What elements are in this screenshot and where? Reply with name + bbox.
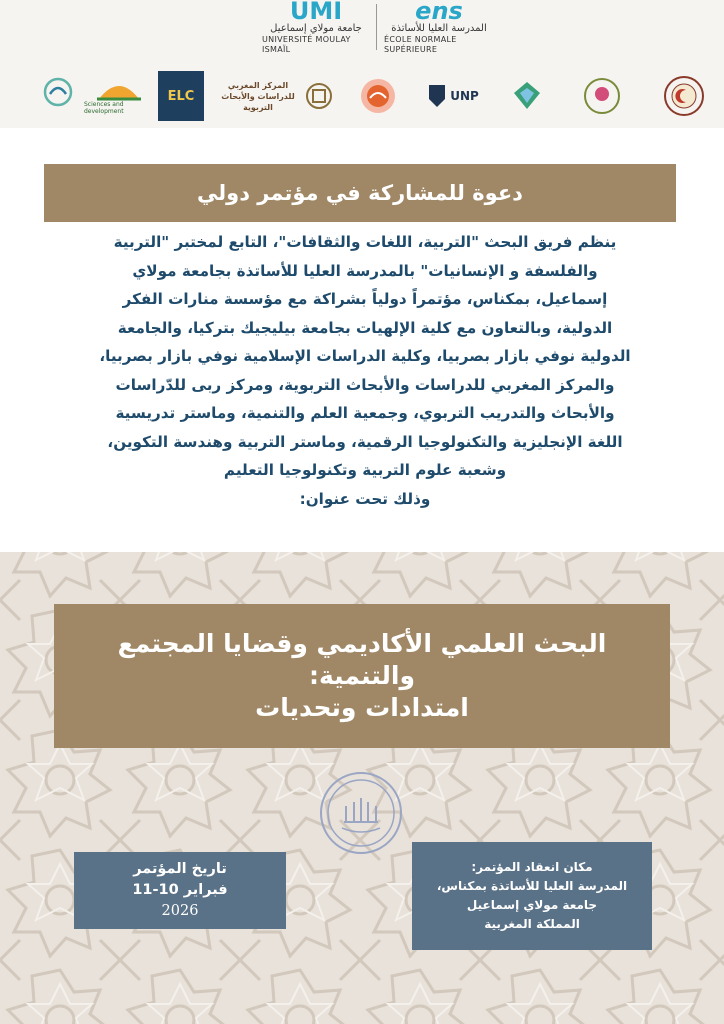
manarat-logo bbox=[354, 68, 402, 124]
sesr-logo bbox=[578, 68, 626, 124]
invitation-body bbox=[40, 228, 690, 513]
body-line: والفلسفة و الإنسانيات" بالمدرسة العليا للأساتذة بجامعة مولاي bbox=[132, 261, 598, 280]
body-line: إسماعيل، بمكناس، مؤتمراً دولياً بشراكة مع مؤسسة منارات الفكر bbox=[122, 290, 608, 308]
ens-mark: ens bbox=[415, 0, 463, 25]
partner-logos bbox=[10, 68, 714, 124]
body-line: وشعبة علوم التربية وتكنولوجيا التعليم bbox=[223, 461, 507, 479]
body-line: وذلك تحت عنوان: bbox=[299, 489, 431, 508]
body-line: والمركز المغربي للدراسات والأبحاث التربوية، ومركز ربى للدّراسات bbox=[115, 375, 615, 394]
conference-theme-box bbox=[54, 604, 670, 748]
ens-french-name: ÉCOLE NORMALE SUPÉRIEURE bbox=[384, 35, 457, 54]
umi-arabic-name: جامعة مولاي إسماعيل bbox=[270, 23, 362, 34]
theme-line-3: امتدادات وتحديات bbox=[255, 693, 469, 722]
body-line: اللغة الإنجليزية والتكنولوجيا الرقمية، وماستر التربية وهندسة التكوين، bbox=[107, 432, 623, 451]
scientific-foundation-logo bbox=[504, 68, 550, 124]
place-line-2: جامعة مولاي إسماعيل bbox=[466, 898, 598, 912]
date-value: فبراير 10-11 bbox=[132, 882, 228, 898]
body-line: والأبحاث والتدريب التربوي، وجمعية العلم والتنمية، وماستر تدريسية bbox=[115, 404, 615, 422]
invitation-title: دعوة للمشاركة في مؤتمر دولي bbox=[197, 181, 523, 205]
sciences-development-logo bbox=[84, 68, 154, 124]
islamic-studies-logo bbox=[658, 68, 710, 124]
moroccan-center-logo bbox=[214, 68, 302, 124]
place-line-1: المدرسة العليا للأساتذة بمكناس، bbox=[436, 879, 628, 893]
seal-logo-1 bbox=[302, 68, 336, 124]
body-line: الدولية نوفي بازار بصربيا، وكلية الدراسات الإسلامية نوفي بازار بصربيا، bbox=[99, 347, 631, 365]
unp-label: UNP bbox=[450, 89, 479, 103]
date-year: 2026 bbox=[161, 903, 199, 919]
logo-divider bbox=[376, 4, 377, 50]
theme-line-1: البحث العلمي الأكاديمي وقضايا المجتمع bbox=[117, 629, 607, 658]
body-line: الدولية، وبالتعاون مع كلية الإلهيات بجامعة بيليجيك بتركيا، والجامعة bbox=[117, 318, 613, 337]
umi-mark: UMI bbox=[289, 0, 343, 25]
place-label: مكان انعقاد المؤتمر: bbox=[471, 860, 593, 874]
unp-logo bbox=[424, 68, 482, 124]
conference-date-box bbox=[74, 852, 286, 929]
sciences-development-label: Sciences and development bbox=[84, 101, 124, 115]
ens-arabic-name: المدرسة العليا للأساتذة bbox=[391, 23, 487, 34]
body-line: ينظم فريق البحث "التربية، اللغات والثقافات"، التابع لمختبر "التربية bbox=[113, 233, 617, 251]
theme-line-2: والتنمية: bbox=[308, 661, 416, 690]
place-line-3: المملكة المغربية bbox=[484, 917, 580, 931]
elc-logo bbox=[156, 68, 206, 124]
ens-logo bbox=[384, 2, 494, 52]
moroccan-center-label: المركز المغربي للدراسات والأبحاث التربوية bbox=[221, 80, 295, 112]
invitation-title-bar bbox=[44, 164, 676, 222]
umi-logo bbox=[262, 2, 370, 52]
ruba-center-logo bbox=[36, 68, 80, 124]
conference-place-box bbox=[412, 842, 652, 950]
umi-french-name: UNIVERSITÉ MOULAY ISMAÏL bbox=[262, 35, 351, 54]
date-label: تاريخ المؤتمر bbox=[133, 861, 227, 877]
elc-label: ELC bbox=[158, 71, 204, 121]
school-seal-icon bbox=[318, 770, 404, 856]
